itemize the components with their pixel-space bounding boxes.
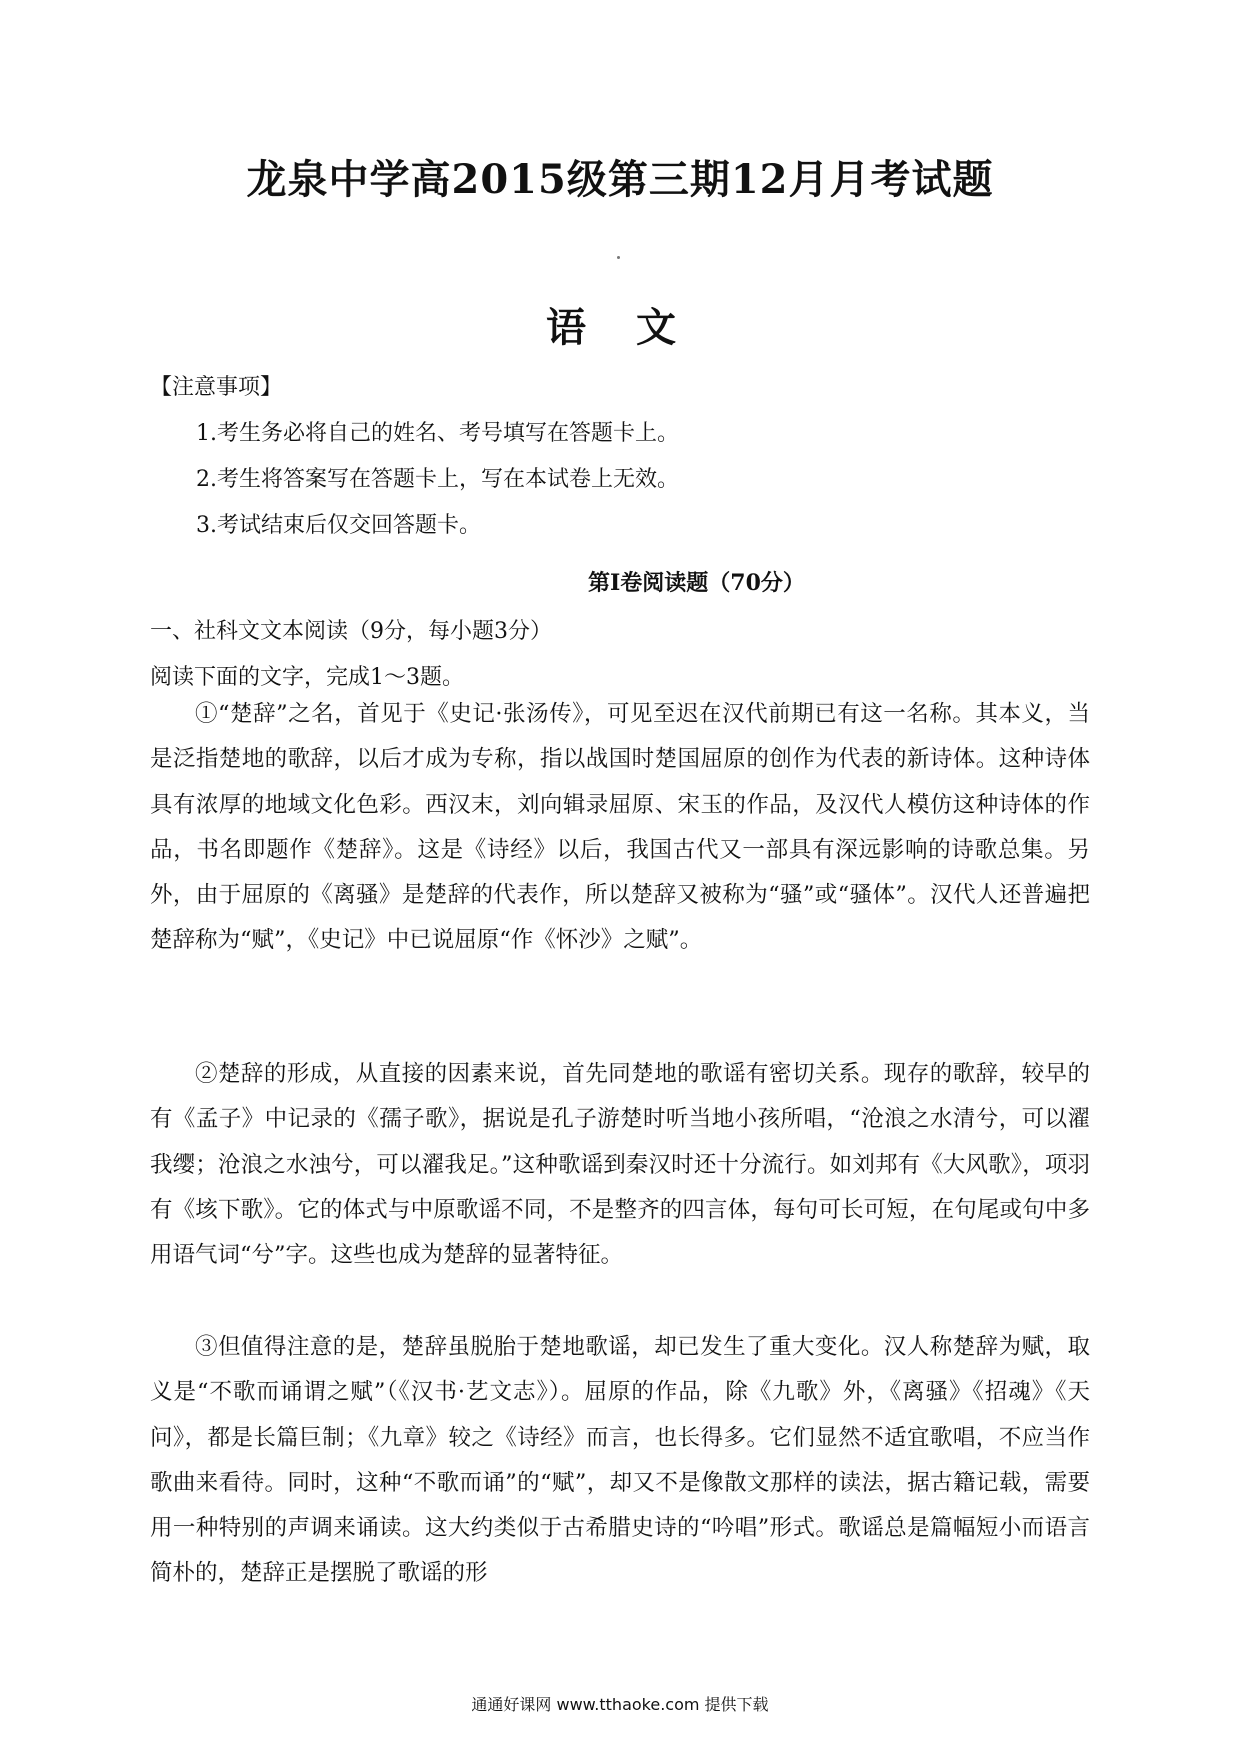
exam-title: 龙泉中学高2015级第三期12月月考试题 [246, 156, 994, 203]
notice-heading: 【注意事项】 [150, 375, 283, 400]
notice-item: 2.考生将答案写在答题卡上，写在本试卷上无效。 [196, 467, 679, 492]
section-heading: 第Ⅰ卷阅读题（70分） [588, 570, 805, 596]
question-heading: 一、社科文文本阅读（9分，每小题3分） [150, 619, 552, 644]
notice-item: 3.考试结束后仅交回答题卡。 [196, 513, 481, 538]
stray-dot [617, 256, 620, 259]
footer-text: 通通好课网 www.tthaoke.com 提供下载 [471, 1695, 769, 1714]
subject-title: 语 文 [546, 304, 694, 351]
paragraph-1: ①“楚辞”之名，首见于《史记·张汤传》，可见至迟在汉代前期已有这一名称。其本义，当是泛指楚地的歌辞，以后才成为专称，指以战国时楚国屈原的创作为代表的新诗体。这种诗体具有浓厚的地域文化色彩。西汉末，刘向辑录屈原、宋玉的作品，及汉代人模仿这种诗体的作品，书名即题作《楚辞》。这是《诗经》以后，我国古代又一部具有深远影响的诗歌总集。另外，由于屈原的《离骚》是楚辞的代表作，所以楚辞又被称为“骚”或“骚体”。汉代人还普遍把楚辞称为“赋”，《史记》中已说屈原“作《怀沙》之赋”。 [150, 701, 1090, 954]
paragraph-2: ②楚辞的形成，从直接的因素来说，首先同楚地的歌谣有密切关系。现存的歌辞，较早的有《孟子》中记录的《孺子歌》，据说是孔子游楚时听当地小孩所唱，“沧浪之水清兮，可以濯我缨；沧浪之水浊兮，可以濯我足。”这种歌谣到秦汉时还十分流行。如刘邦有《大风歌》，项羽有《垓下歌》。它的体式与中原歌谣不同，不是整齐的四言体，每句可长可短，在句尾或句中多用语气词“兮”字。这些也成为楚辞的显著特征。 [150, 1061, 1090, 1269]
notice-item: 1.考生务必将自己的姓名、考号填写在答题卡上。 [196, 421, 679, 446]
paragraph-3: ③但值得注意的是，楚辞虽脱胎于楚地歌谣，却已发生了重大变化。汉人称楚辞为赋，取义是“不歌而诵谓之赋”（《汉书·艺文志》）。屈原的作品，除《九歌》外，《离骚》《招魂》《天问》，都是长篇巨制；《九章》较之《诗经》而言，也长得多。它们显然不适宜歌唱，不应当作歌曲来看待。同时，这种“不歌而诵”的“赋”，却又不是像散文那样的读法，据古籍记载，需要用一种特别的声调来诵读。这大约类似于古希腊史诗的“吟唱”形式。歌谣总是篇幅短小而语言简朴的，楚辞正是摆脱了歌谣的形 [150, 1334, 1090, 1587]
instruction-text: 阅读下面的文字，完成1～3题。 [150, 665, 464, 690]
